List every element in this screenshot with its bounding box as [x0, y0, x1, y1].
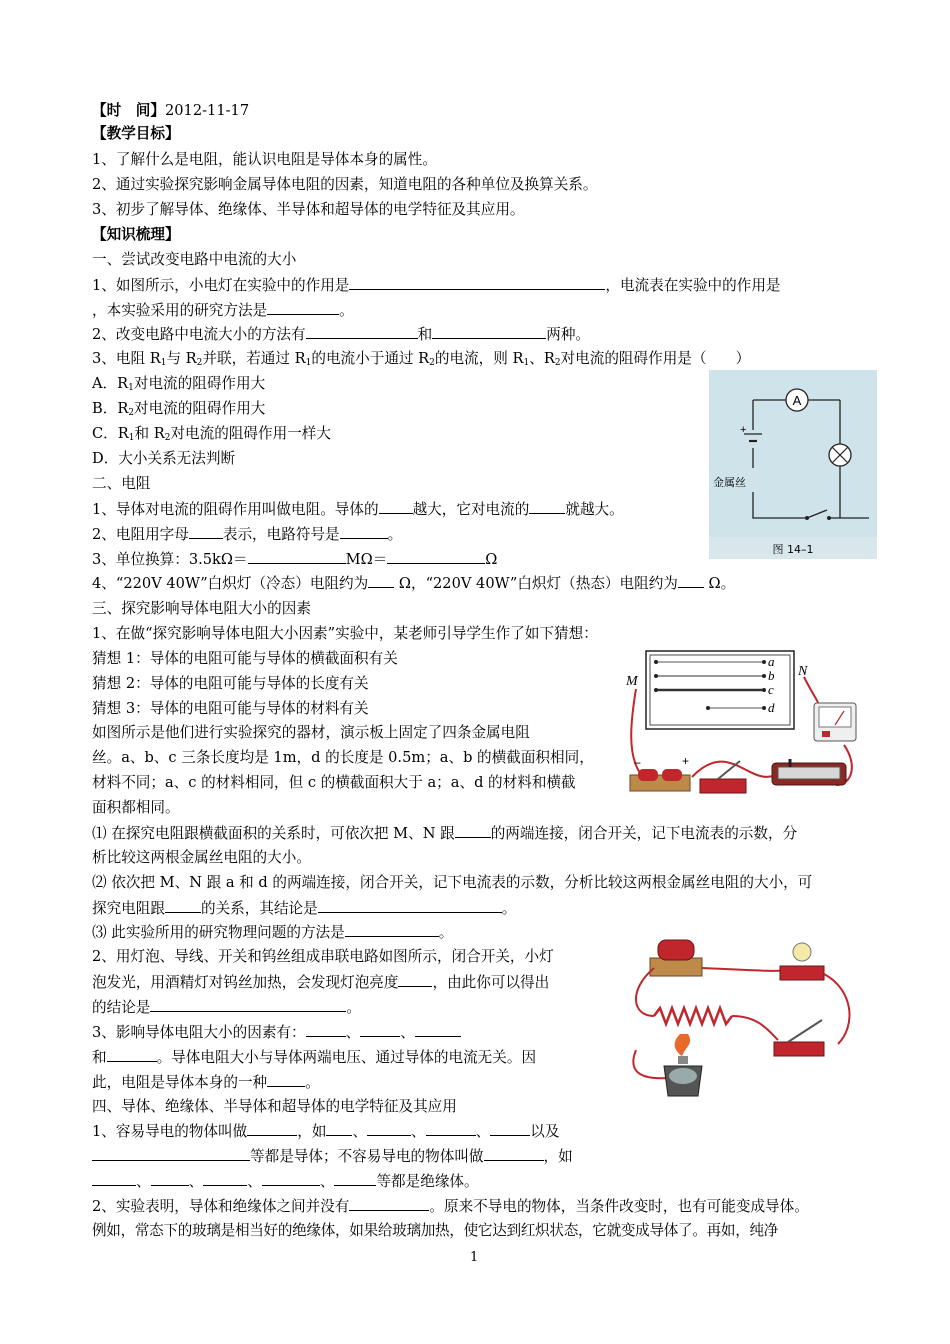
sec1-title: 一、尝试改变电路中电流的大小: [92, 251, 297, 268]
circuit-figure-14-1: [709, 370, 877, 559]
label-b: b: [768, 668, 775, 683]
sec4-q1-line1: 1、容易导电的物体叫做 ，如 、 、 、 以及: [92, 1123, 560, 1140]
tungsten-filament-circuit-figure: [628, 930, 856, 1106]
sec3-para-3: 材料不同；a、c 的材料相同，但 c 的横截面积大于 a；a、d 的材料和横截: [92, 774, 576, 791]
alcohol-lamp-flame-icon: [675, 1034, 691, 1056]
sec4-q2-line1: 2、实验表明，导体和绝缘体之间并没有 。原来不导电的物体，当条件改变时，也有可能变成导体。: [92, 1198, 809, 1215]
sec2-q1: 1、导体对电流的阻碍作用叫做电阻。导体的 越大，它对电流的 就越大。: [92, 501, 624, 518]
goal-1: 1、了解什么是电阻，能认识电阻是导体本身的属性。: [92, 151, 437, 168]
battery-plus: +: [740, 424, 747, 436]
sec3-q2-line2: 泡发光，用酒精灯对钨丝加热，会发现灯泡亮度 ，由此你可以得出: [92, 974, 550, 991]
sec1-q1-line1: 1、如图所示，小电灯在实验中的作用是 ，电流表在实验中的作用是: [92, 277, 781, 294]
wire-N: [804, 677, 818, 703]
time-line: [92, 101, 249, 121]
sec3-intro: 1、在做“探究影响导体电阻大小因素”实验中，某老师引导学生作了如下猜想：: [92, 625, 598, 642]
lamp-icon: [793, 943, 811, 961]
sec2-title: 二、电阻: [92, 475, 151, 492]
label-a: a: [768, 654, 775, 669]
battery-plus: +: [682, 754, 690, 768]
sec3-title: 三、探究影响导体电阻大小的因素: [92, 600, 311, 617]
label-c: c: [768, 682, 774, 697]
goal-3: 3、初步了解导体、绝缘体、半导体和超导体的电学特征及其应用。: [92, 201, 525, 218]
sec3-step-1: ⑴ 在探究电阻跟横截面积的关系时，可依次把 M、N 跟 的两端连接，闭合开关，记下电流表的示数，分: [92, 825, 798, 842]
sec4-q1-line2: 等都是导体；不容易导电的物体叫做 ，如: [92, 1146, 573, 1167]
sec2-q2: 2、电阻用字母 表示，电路符号是 。: [92, 526, 403, 543]
goal-2: 2、通过实验探究影响金属导体电阻的因素，知道电阻的各种单位及换算关系。: [92, 176, 598, 193]
sec3-q3-line2: 和 。导体电阻大小与导体两端电压、通过导体的电流无关。因: [92, 1049, 537, 1066]
sec1-option-b: B．$R_2$对电流的阻碍作用大: [92, 400, 266, 418]
switch-icon: [700, 779, 746, 793]
sec1-q2: 2、改变电路中电流大小的方法有 和 两种。: [92, 326, 591, 343]
sec3-step-3: ⑶ 此实验所用的研究物理问题的方法是 。: [92, 924, 454, 941]
sec4-q1-line3: 、 、 、 、 等都是绝缘体。: [92, 1171, 479, 1192]
battery-minus: −: [634, 756, 642, 770]
sec3-step-1-cont: 析比较这两根金属丝电阻的大小。: [92, 849, 311, 866]
sec1-option-c: C．$R_1$和 $R_2$对电流的阻碍作用一样大: [92, 425, 331, 443]
time-value: 2012-11-17: [164, 102, 250, 119]
knowledge-heading: 【知识梳理】: [92, 226, 180, 243]
ammeter-label: A: [792, 393, 802, 408]
tungsten-filament-icon: [654, 1008, 732, 1024]
sec3-para-2: 丝。a、b、c 三条长度均是 1m，d 的长度是 0.5m；a、b 的横截面积相同，: [92, 749, 594, 766]
sec4-q2-line2: 例如，常态下的玻璃是相当好的绝缘体，如果给玻璃加热，使它达到红炽状态，它就变成导体了。再如，纯净: [92, 1222, 779, 1239]
sec1-q1-line2: ，本实验采用的研究方法是 。: [92, 302, 354, 319]
sec3-para-1: 如图所示是他们进行实验探究的器材，演示板上固定了四条金属电阻: [92, 724, 530, 741]
sec4-title: 四、导体、绝缘体、半导体和超导体的电学特征及其应用: [92, 1098, 457, 1115]
page-number: 1: [470, 1250, 479, 1265]
resistance-wire-apparatus-figure: [622, 645, 866, 803]
sec3-q2-line3: 的结论是 。: [92, 999, 361, 1016]
label-d: d: [768, 700, 775, 715]
switch-icon: [774, 1042, 824, 1056]
sec3-para-4: 面积都相同。: [92, 799, 180, 816]
sec3-step-2: ⑵ 依次把 M、N 跟 a 和 d 的两端连接，闭合开关，记下电流表的示数，分析比较这两根金属丝电阻的大小，可: [92, 874, 813, 891]
sec2-q3: 3、单位换算：3.5kΩ＝ MΩ＝ Ω: [92, 551, 498, 568]
metal-wire-label: 金属丝: [713, 476, 746, 489]
sec3-step-2-cont: 探究电阻跟 的关系，其结论是 。: [92, 900, 517, 917]
lamp-holder-icon: [780, 966, 824, 980]
sec1-q3: 3、电阻 $R_1$与 $R_2$并联，若通过 $R_1$的电流小于通过 $R_2$的电流，则 $R_1$、$R_2$对电流的阻碍作用是（ ）: [92, 350, 751, 368]
sec3-q3-line3: 此，电阻是导体本身的一种 。: [92, 1074, 320, 1091]
sec3-q2-line1: 2、用灯泡、导线、开关和钨丝组成串联电路如图所示，闭合开关，小灯: [92, 948, 554, 965]
figure-caption: 图 14–1: [772, 543, 814, 556]
label-M: M: [626, 674, 638, 689]
sec3-q3-line1: 3、影响导体电阻大小的因素有： 、 、: [92, 1022, 461, 1043]
sec2-q4: 4、“220V 40W”白炽灯（冷态）电阻约为 Ω，“220V 40W”白炽灯（热态）电阻约为 Ω。: [92, 575, 736, 592]
sec3-guess-2: 猜想 2：导体的电阻可能与导体的长度有关: [92, 675, 369, 692]
sec3-guess-3: 猜想 3：导体的电阻可能与导体的材料有关: [92, 700, 369, 717]
sec1-option-d: D．大小关系无法判断: [92, 450, 236, 467]
time-label: 【时 间】: [92, 102, 165, 119]
battery-box-icon: [650, 958, 702, 976]
label-N: N: [798, 664, 808, 679]
sec1-option-a: A．$R_1$对电流的阻碍作用大: [92, 375, 266, 393]
sec3-guess-1: 猜想 1：导体的电阻可能与导体的横截面积有关: [92, 650, 398, 667]
goals-heading: 【教学目标】: [92, 125, 180, 142]
